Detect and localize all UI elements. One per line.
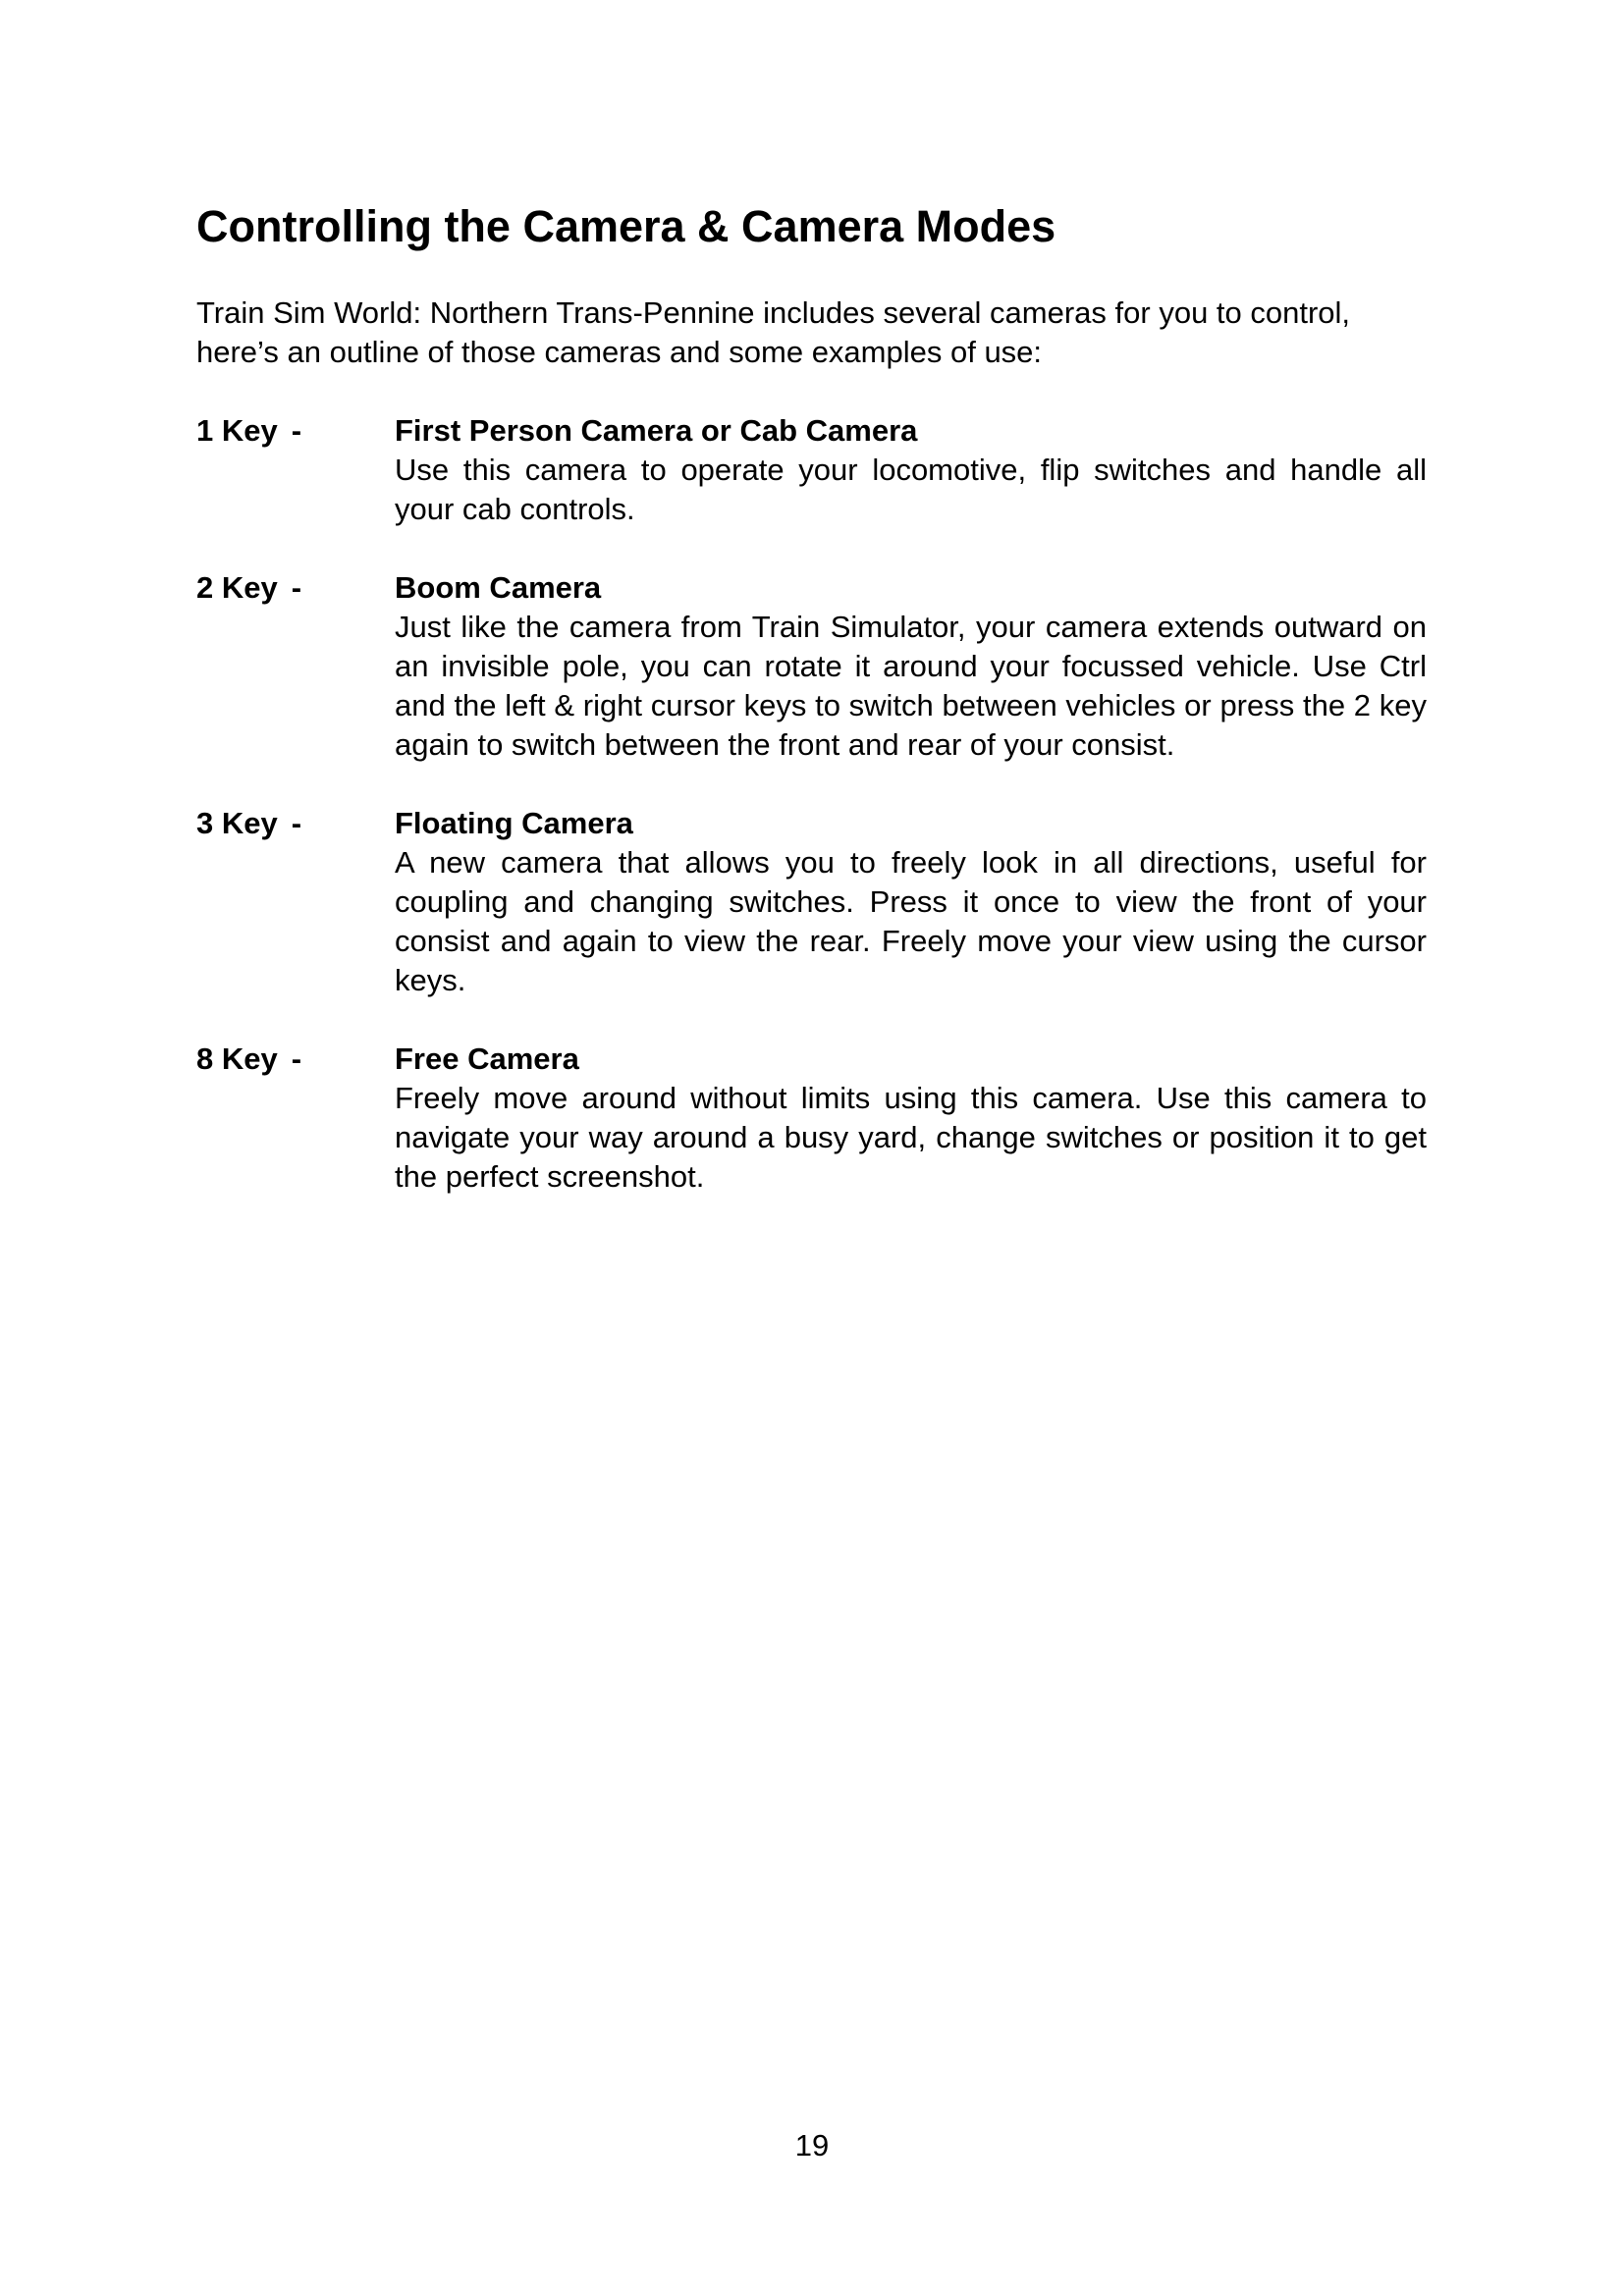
- camera-name: Free Camera: [395, 1041, 579, 1076]
- section-content: [395, 1040, 1427, 1197]
- camera-name: Floating Camera: [395, 806, 633, 840]
- page-title: Controlling the Camera & Camera Modes: [196, 201, 1056, 251]
- section-content: [395, 568, 1427, 765]
- section-content: [395, 804, 1427, 1000]
- camera-section-8-key: [196, 1040, 1427, 1197]
- key-separator: -: [291, 806, 302, 840]
- key-name: 1 Key: [196, 413, 278, 448]
- section-content: [395, 411, 1427, 529]
- camera-section-1-key: [196, 411, 1427, 529]
- key-label: [196, 568, 395, 608]
- camera-description: A new camera that allows you to freely look in all directions, useful for coupling and changing switches. Press it once to view the front of your consist and again to view the rear. Freely move your view using the cursor keys.: [395, 845, 1427, 997]
- page-number: 19: [794, 2128, 830, 2163]
- key-name: 2 Key: [196, 570, 278, 605]
- camera-section-3-key: [196, 804, 1427, 1000]
- key-label: [196, 411, 395, 451]
- key-separator: -: [291, 570, 302, 605]
- camera-description: Freely move around without limits using this camera. Use this camera to navigate your way around a busy yard, change switches or position it to get the perfect screenshot.: [395, 1081, 1427, 1194]
- key-name: 3 Key: [196, 806, 278, 840]
- intro-paragraph: Train Sim World: Northern Trans-Pennine includes several cameras for you to control, here’s an outline of those cameras and some examples of use:: [196, 295, 1351, 369]
- camera-section-2-key: [196, 568, 1427, 765]
- camera-name: Boom Camera: [395, 570, 602, 605]
- camera-name: First Person Camera or Cab Camera: [395, 413, 918, 448]
- key-label: [196, 1040, 395, 1079]
- key-label: [196, 804, 395, 843]
- key-separator: -: [291, 1041, 302, 1076]
- camera-description: Just like the camera from Train Simulator, your camera extends outward on an invisible pole, you can rotate it around your focussed vehicle. Use Ctrl and the left & right cursor keys to switch between vehicles or press the 2 key again to switch between the front and rear of your consist.: [395, 610, 1427, 762]
- key-name: 8 Key: [196, 1041, 278, 1076]
- camera-description: Use this camera to operate your locomotive, flip switches and handle all your cab controls.: [395, 453, 1427, 526]
- key-separator: -: [291, 413, 302, 448]
